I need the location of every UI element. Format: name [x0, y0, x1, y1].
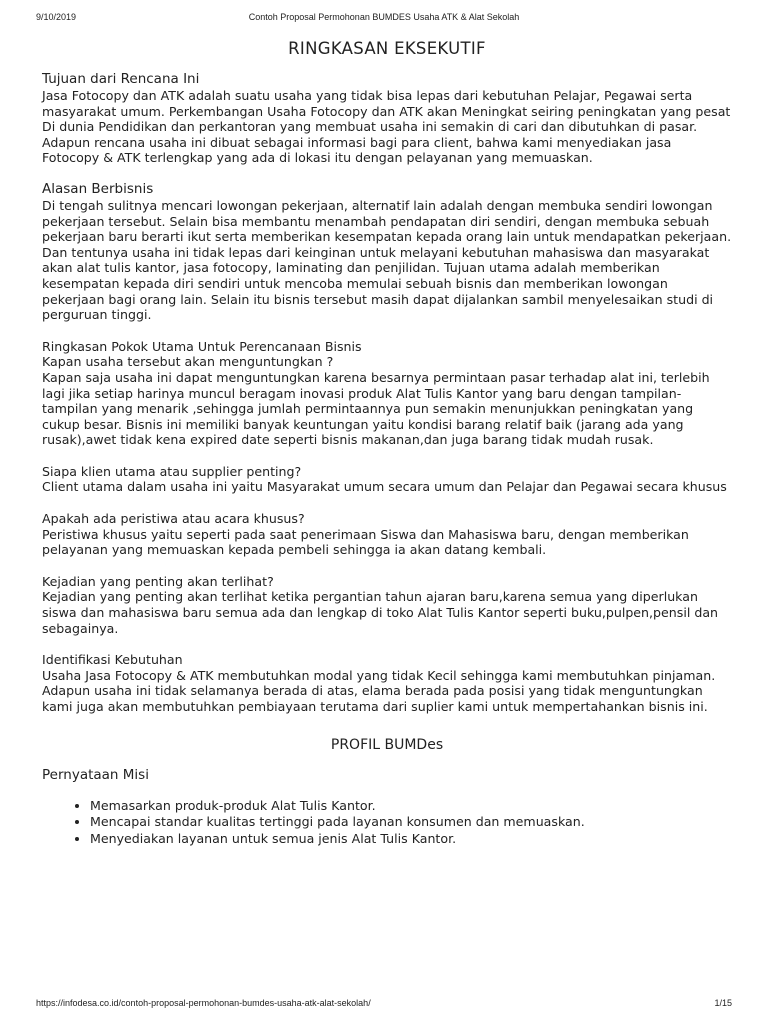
- misi-list: [42, 798, 732, 848]
- page-url: https://infodesa.co.id/contoh-proposal-permohonan-bumdes-usaha-atk-alat-sekolah/: [36, 998, 371, 1008]
- paragraph-tujuan: Jasa Fotocopy dan ATK adalah suatu usaha yang tidak bisa lepas dari kebutuhan Pelajar, Pegawai serta masyarakat umum. Perkembangan Usaha Fotocopy dan ATK akan Meningkat seiring peningkatan yang pesat Di dunia Pendidikan dan perkantoran yang membuat usaha ini semakin di cari dan dibutuhkan di pasar. Adapun rencana usaha ini dibuat sebagai informasi bagi para client, bahwa kami menyediakan jasa Fotocopy & ATK terlengkap yang ada di lokasi itu dengan pelayanan yang memuaskan.: [42, 88, 731, 166]
- section-heading-tujuan: Tujuan dari Rencana Ini: [42, 71, 200, 87]
- profil-title: PROFIL BUMDes: [330, 736, 444, 753]
- answer-2: Client utama dalam usaha ini yaitu Masyarakat umum secara umum dan Pelajar dan Pegawai secara khusus: [42, 479, 727, 495]
- answer-5: Usaha Jasa Fotocopy & ATK membutuhkan modal yang tidak Kecil sehingga kami membutuhkan pinjaman. Adapun usaha ini tidak selamanya berada di atas, elama berada pada posisi yang tidak menguntungkan kami juga akan membutuhkan pembiayaan terutama dari suplier kami untuk mempertahankan bisnis ini.: [42, 667, 716, 714]
- print-footer: [36, 998, 732, 1012]
- section-heading-misi: Pernyataan Misi: [42, 766, 149, 783]
- page-title: RINGKASAN EKSEKUTIF: [288, 39, 486, 58]
- misi-item: • Memasarkan produk-produk Alat Tulis Kantor.: [90, 798, 732, 815]
- section-heading-ringkasan: Ringkasan Pokok Utama Untuk Perencanaan Bisnis: [42, 338, 362, 354]
- question-4: Kejadian yang penting akan terlihat?: [42, 573, 274, 589]
- paragraph-alasan: Di tengah sulitnya mencari lowongan pekerjaan, alternatif lain adalah dengan membuka sendiri lowongan pekerjaan tersebut. Selain bisa membantu menambah pendapatan diri sendiri, dengan membuka sebuah pekerjaan baru berarti ikut serta memberikan kesempatan kepada orang lain untuk mendapatkan pekerjaan. Dan tentunya usaha ini tidak lepas dari keinginan untuk melayani kebutuhan mahasiswa dan masyarakat akan alat tulis kantor, jasa fotocopy, laminating dan penjilidan. Tujuan utama adalah memberikan kesempatan kepada diri sendiri untuk mencoba memulai sebuah bisnis dan memberikan lowongan pekerjaan bagi orang lain. Selain itu bisnis tersebut masih dapat dijalankan sambil menyelesaikan studi di perguruan tinggi.: [42, 197, 732, 323]
- answer-3: Peristiwa khusus yaitu seperti pada saat penerimaan Siswa dan Mahasiswa baru, dengan memberikan pelayanan yang memuaskan kepada pembeli sehingga ia akan datang kembali.: [42, 526, 689, 558]
- print-page-title: Contoh Proposal Permohonan BUMDES Usaha ATK & Alat Sekolah: [248, 12, 520, 22]
- answer-4: Kejadian yang penting akan terlihat ketika pergantian tahun ajaran baru,karena semua yang diperlukan siswa dan mahasiswa baru semua ada dan lengkap di toko Alat Tulis Kantor seperti buku,pulpen,pensil dan sebagainya.: [42, 589, 719, 636]
- page-number: 1/15: [714, 998, 732, 1008]
- misi-item: • Menyediakan layanan untuk semua jenis Alat Tulis Kantor.: [90, 831, 732, 848]
- misi-item: • Mencapai standar kualitas tertinggi pada layanan konsumen dan memuaskan.: [90, 814, 732, 831]
- print-date: 9/10/2019: [36, 12, 77, 22]
- print-header: [36, 12, 732, 26]
- question-2: Siapa klien utama atau supplier penting?: [42, 463, 302, 479]
- question-5: Identifikasi Kebutuhan: [42, 652, 183, 668]
- question-1: Kapan usaha tersebut akan menguntungkan ?: [42, 354, 334, 370]
- document-content: [42, 32, 732, 847]
- section-heading-alasan: Alasan Berbisnis: [42, 180, 154, 197]
- question-3: Apakah ada peristiwa atau acara khusus?: [42, 511, 305, 527]
- answer-1: Kapan saja usaha ini dapat menguntungkan karena besarnya permintaan pasar terhadap alat ini, terlebih lagi jika setiap harinya muncul beragam inovasi produk Alat Tulis Kantor yang baru dengan tampilan-tampilan yang menarik ,sehingga jumlah permintaannya pun semakin menunjukkan peningkatan yang cukup besar. Bisnis ini memiliki banyak keuntungan yaitu kondisi barang relatif baik (jarang ada yang rusak),awet tidak kena expired date seperti bisnis makanan,dan juga barang tidak mudah rusak.: [42, 369, 710, 448]
